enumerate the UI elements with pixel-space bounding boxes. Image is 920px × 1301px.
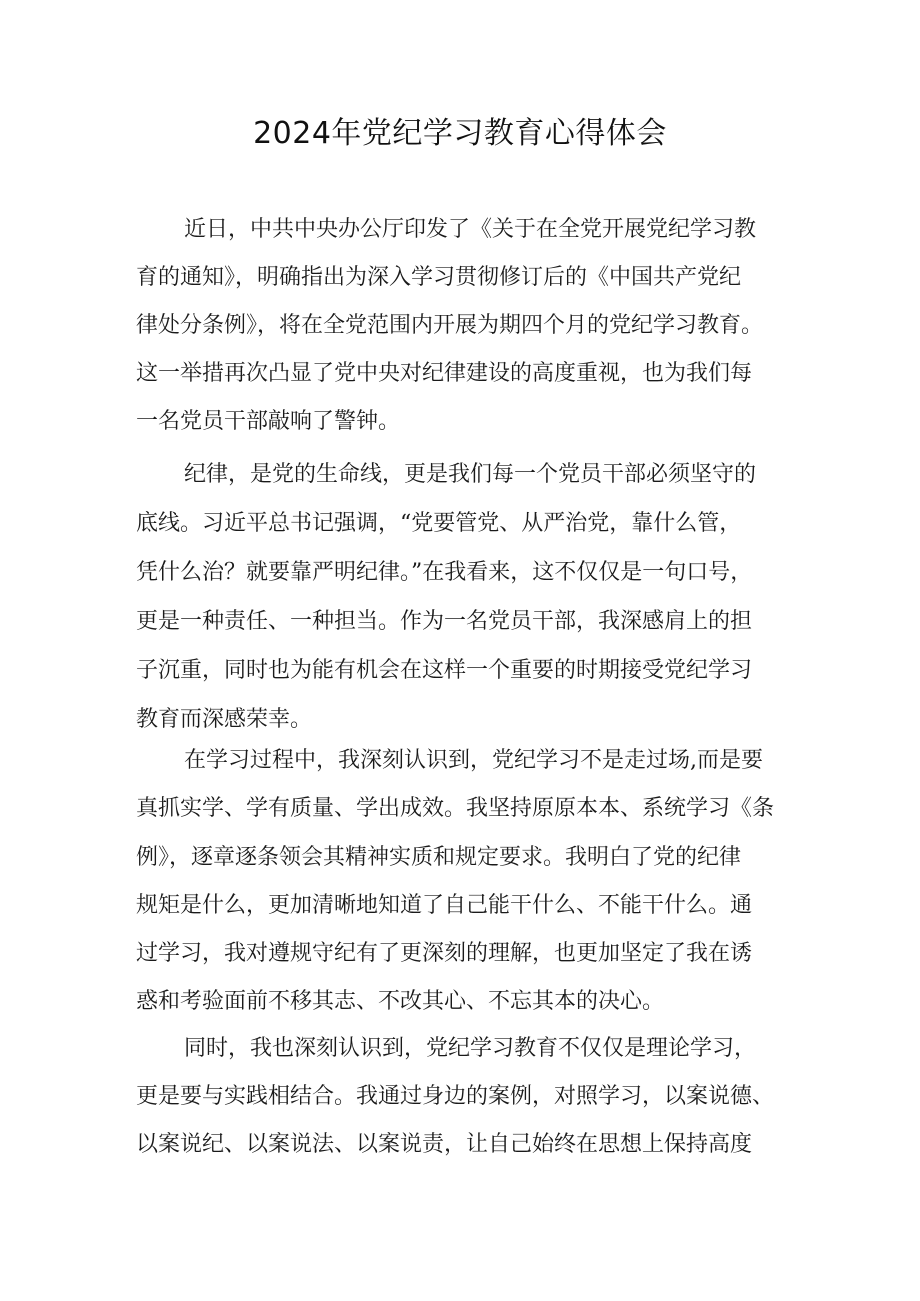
paragraph-2-line-5: 子沉重，同时也为能有机会在这样一个重要的时期接受党纪学习 <box>136 658 753 683</box>
paragraph-2-line-3: 凭什么治？就要靠严明纪律。”在我看来，这不仅仅是一句口号， <box>136 560 753 585</box>
paragraph-2-line-2: 底线。习近平总书记强调，“党要管党、从严治党，靠什么管， <box>136 511 742 536</box>
paragraph-1-line-1: 近日，中共中央办公厅印发了《关于在全党开展党纪学习教 <box>184 217 757 242</box>
paragraph-2-line-6: 教育而深感荣幸。 <box>136 707 313 732</box>
paragraph-3-line-2: 真抓实学、学有质量、学出成效。我坚持原原本本、系统学习《条 <box>136 796 775 821</box>
paragraph-4-line-1: 同时，我也深刻认识到，党纪学习教育不仅仅是理论学习， <box>184 1036 757 1061</box>
paragraph-1-line-5: 一名党员干部敲响了警钟。 <box>136 409 401 434</box>
paragraph-1-line-4: 这一举措再次凸显了党中央对纪律建设的高度重视，也为我们每 <box>136 361 753 386</box>
paragraph-1-line-3: 律处分条例》，将在全党范围内开展为期四个月的党纪学习教育。 <box>136 313 764 338</box>
paragraph-3-line-5: 过学习，我对遵规守纪有了更深刻的理解，也更加坚定了我在诱 <box>136 941 753 966</box>
paragraph-1-line-2: 育的通知》，明确指出为深入学习贯彻修订后的《中国共产党纪 <box>136 265 742 290</box>
paragraph-2-line-4: 更是一种责任、一种担当。作为一名党员干部，我深感肩上的担 <box>136 609 753 634</box>
paragraph-3-line-4: 规矩是什么，更加清晰地知道了自己能干什么、不能干什么。通 <box>136 893 753 918</box>
paragraph-4-line-2: 更是要与实践相结合。我通过身边的案例，对照学习，以案说德、 <box>136 1084 775 1109</box>
paragraph-3-line-6: 惑和考验面前不移其志、不改其心、不忘其本的决心。 <box>136 989 665 1014</box>
paragraph-3-line-1: 在学习过程中，我深刻认识到，党纪学习不是走过场,而是要 <box>184 748 763 773</box>
document-title: 2024年党纪学习教育心得体会 <box>253 116 667 151</box>
paragraph-4-line-3: 以案说纪、以案说法、以案说责，让自己始终在思想上保持高度 <box>136 1132 753 1157</box>
paragraph-3-line-3: 例》，逐章逐条领会其精神实质和规定要求。我明白了党的纪律 <box>136 845 742 870</box>
paragraph-2-line-1: 纪律，是党的生命线，更是我们每一个党员干部必须坚守的 <box>184 462 757 487</box>
